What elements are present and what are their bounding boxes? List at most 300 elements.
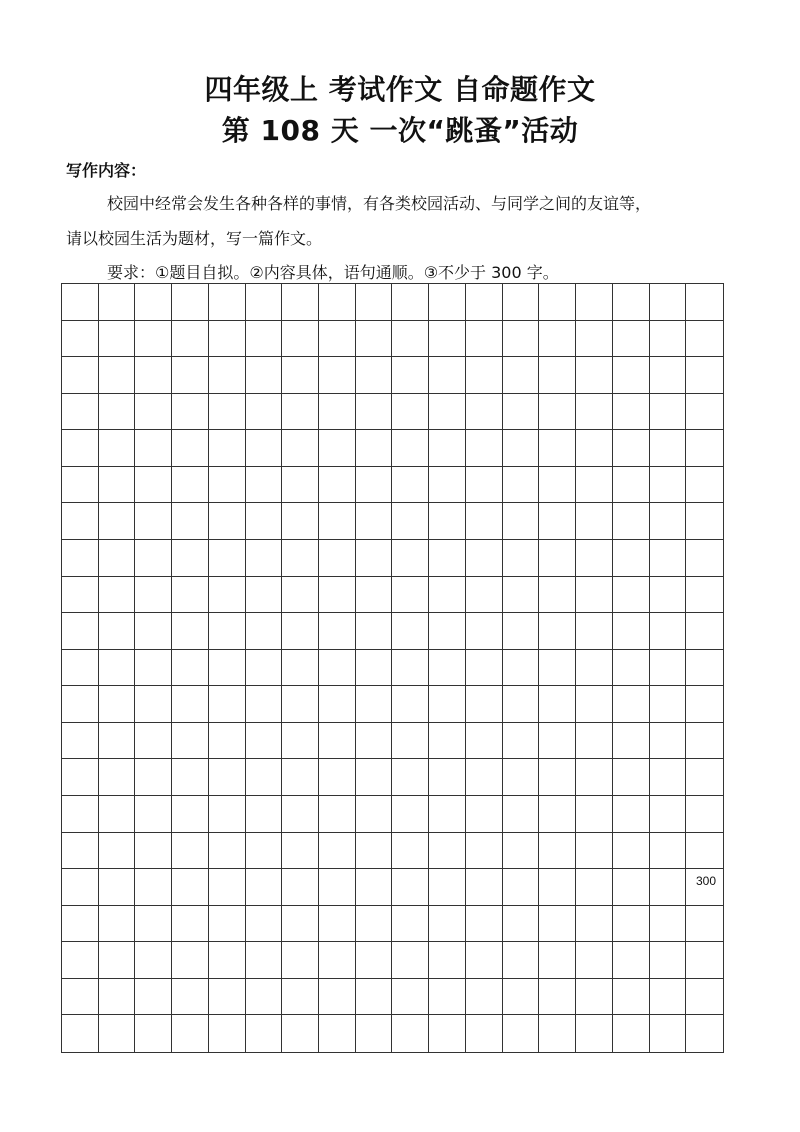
grid-cell[interactable] xyxy=(356,577,393,614)
grid-cell[interactable] xyxy=(356,467,393,504)
grid-cell[interactable] xyxy=(172,833,209,870)
grid-cell[interactable] xyxy=(466,686,503,723)
grid-cell[interactable] xyxy=(135,503,172,540)
grid-cell[interactable] xyxy=(539,321,576,358)
grid-cell[interactable] xyxy=(466,467,503,504)
grid-cell[interactable] xyxy=(392,723,429,760)
grid-cell[interactable] xyxy=(319,686,356,723)
grid-cell[interactable] xyxy=(686,467,723,504)
grid-cell[interactable] xyxy=(356,942,393,979)
grid-cell[interactable] xyxy=(392,503,429,540)
grid-cell[interactable] xyxy=(246,357,283,394)
grid-cell[interactable] xyxy=(172,540,209,577)
grid-cell[interactable] xyxy=(613,394,650,431)
grid-cell[interactable] xyxy=(429,577,466,614)
grid-cell[interactable] xyxy=(62,577,99,614)
grid-cell[interactable] xyxy=(282,503,319,540)
grid-cell[interactable] xyxy=(246,503,283,540)
grid-cell[interactable] xyxy=(319,869,356,906)
grid-cell[interactable] xyxy=(209,759,246,796)
grid-cell[interactable] xyxy=(613,833,650,870)
grid-cell[interactable] xyxy=(282,942,319,979)
grid-cell[interactable] xyxy=(209,1015,246,1052)
grid-cell[interactable] xyxy=(135,613,172,650)
grid-cell[interactable] xyxy=(62,942,99,979)
grid-cell[interactable] xyxy=(99,321,136,358)
grid-cell[interactable] xyxy=(319,613,356,650)
grid-cell[interactable] xyxy=(99,357,136,394)
grid-cell[interactable] xyxy=(613,540,650,577)
grid-cell[interactable] xyxy=(172,796,209,833)
grid-cell[interactable] xyxy=(282,906,319,943)
grid-cell[interactable] xyxy=(466,942,503,979)
grid-cell[interactable] xyxy=(282,650,319,687)
grid-cell[interactable] xyxy=(62,833,99,870)
grid-cell[interactable] xyxy=(246,467,283,504)
grid-cell[interactable] xyxy=(539,686,576,723)
grid-cell[interactable] xyxy=(539,503,576,540)
grid-cell[interactable] xyxy=(392,759,429,796)
grid-cell[interactable] xyxy=(392,577,429,614)
grid-cell[interactable] xyxy=(650,394,687,431)
grid-cell[interactable] xyxy=(650,321,687,358)
grid-cell[interactable] xyxy=(356,979,393,1016)
grid-cell[interactable] xyxy=(503,796,540,833)
grid-cell[interactable] xyxy=(650,650,687,687)
grid-cell[interactable] xyxy=(99,503,136,540)
grid-cell[interactable] xyxy=(686,686,723,723)
grid-cell[interactable] xyxy=(282,686,319,723)
grid-cell[interactable] xyxy=(356,686,393,723)
grid-cell[interactable] xyxy=(172,321,209,358)
grid-cell[interactable] xyxy=(650,430,687,467)
grid-cell[interactable] xyxy=(356,357,393,394)
grid-cell[interactable] xyxy=(282,723,319,760)
grid-cell[interactable] xyxy=(356,1015,393,1052)
grid-cell[interactable] xyxy=(686,906,723,943)
grid-cell[interactable] xyxy=(466,357,503,394)
grid-cell[interactable] xyxy=(356,796,393,833)
grid-cell[interactable] xyxy=(209,796,246,833)
grid-cell[interactable] xyxy=(466,833,503,870)
grid-cell[interactable] xyxy=(686,942,723,979)
grid-cell[interactable] xyxy=(613,979,650,1016)
grid-cell[interactable] xyxy=(99,906,136,943)
grid-cell[interactable] xyxy=(576,759,613,796)
grid-cell[interactable] xyxy=(539,869,576,906)
grid-cell[interactable] xyxy=(576,430,613,467)
grid-cell[interactable] xyxy=(539,357,576,394)
grid-cell[interactable] xyxy=(319,430,356,467)
grid-cell[interactable] xyxy=(172,284,209,321)
grid-cell[interactable] xyxy=(356,540,393,577)
grid-cell[interactable] xyxy=(650,540,687,577)
grid-cell[interactable] xyxy=(282,979,319,1016)
grid-cell[interactable] xyxy=(503,430,540,467)
grid-cell[interactable] xyxy=(209,650,246,687)
grid-cell[interactable] xyxy=(613,430,650,467)
grid-cell[interactable] xyxy=(172,650,209,687)
grid-cell[interactable] xyxy=(246,833,283,870)
grid-cell[interactable] xyxy=(686,430,723,467)
grid-cell[interactable] xyxy=(246,979,283,1016)
grid-cell[interactable] xyxy=(319,796,356,833)
grid-cell[interactable] xyxy=(99,577,136,614)
grid-cell[interactable] xyxy=(686,577,723,614)
grid-cell[interactable] xyxy=(356,759,393,796)
grid-cell[interactable] xyxy=(246,906,283,943)
grid-cell[interactable] xyxy=(135,869,172,906)
grid-cell[interactable] xyxy=(650,759,687,796)
grid-cell[interactable] xyxy=(282,869,319,906)
grid-cell[interactable] xyxy=(319,759,356,796)
grid-cell[interactable] xyxy=(429,284,466,321)
grid-cell[interactable] xyxy=(613,759,650,796)
grid-cell[interactable] xyxy=(466,869,503,906)
grid-cell[interactable] xyxy=(172,723,209,760)
grid-cell[interactable] xyxy=(429,796,466,833)
grid-cell[interactable] xyxy=(356,723,393,760)
grid-cell[interactable] xyxy=(686,394,723,431)
grid-cell[interactable] xyxy=(503,613,540,650)
grid-cell[interactable] xyxy=(429,942,466,979)
grid-cell[interactable] xyxy=(135,357,172,394)
grid-cell[interactable] xyxy=(503,540,540,577)
grid-cell[interactable] xyxy=(686,796,723,833)
grid-cell[interactable] xyxy=(613,321,650,358)
grid-cell[interactable] xyxy=(99,796,136,833)
grid-cell[interactable] xyxy=(503,467,540,504)
grid-cell[interactable] xyxy=(466,723,503,760)
grid-cell[interactable] xyxy=(466,979,503,1016)
grid-cell[interactable] xyxy=(392,357,429,394)
grid-cell[interactable] xyxy=(282,284,319,321)
grid-cell[interactable] xyxy=(539,613,576,650)
grid-cell[interactable] xyxy=(99,686,136,723)
grid-cell[interactable] xyxy=(135,833,172,870)
grid-cell[interactable] xyxy=(392,833,429,870)
grid-cell[interactable] xyxy=(62,540,99,577)
grid-cell[interactable] xyxy=(429,979,466,1016)
grid-cell[interactable] xyxy=(539,942,576,979)
grid-cell[interactable] xyxy=(539,759,576,796)
grid-cell[interactable] xyxy=(392,796,429,833)
grid-cell[interactable] xyxy=(650,613,687,650)
grid-cell[interactable] xyxy=(503,979,540,1016)
grid-cell[interactable] xyxy=(650,796,687,833)
grid-cell[interactable] xyxy=(539,467,576,504)
grid-cell[interactable] xyxy=(576,613,613,650)
grid-cell[interactable] xyxy=(466,394,503,431)
grid-cell[interactable] xyxy=(429,650,466,687)
grid-cell[interactable] xyxy=(466,284,503,321)
grid-cell[interactable] xyxy=(650,869,687,906)
grid-cell[interactable] xyxy=(392,942,429,979)
grid-cell[interactable] xyxy=(392,467,429,504)
grid-cell[interactable] xyxy=(319,321,356,358)
grid-cell[interactable] xyxy=(99,613,136,650)
grid-cell[interactable] xyxy=(650,979,687,1016)
grid-cell[interactable] xyxy=(62,467,99,504)
grid-cell[interactable] xyxy=(466,540,503,577)
grid-cell[interactable] xyxy=(613,613,650,650)
grid-cell[interactable] xyxy=(576,833,613,870)
grid-cell[interactable] xyxy=(209,906,246,943)
grid-cell[interactable] xyxy=(62,796,99,833)
grid-cell[interactable] xyxy=(282,394,319,431)
grid-cell[interactable] xyxy=(62,394,99,431)
grid-cell[interactable] xyxy=(209,357,246,394)
grid-cell[interactable] xyxy=(62,686,99,723)
grid-cell[interactable] xyxy=(503,759,540,796)
grid-cell[interactable] xyxy=(650,686,687,723)
grid-cell[interactable] xyxy=(503,1015,540,1052)
grid-cell[interactable] xyxy=(209,942,246,979)
grid-cell[interactable] xyxy=(466,503,503,540)
grid-cell[interactable] xyxy=(503,284,540,321)
grid-cell[interactable] xyxy=(466,650,503,687)
grid-cell[interactable] xyxy=(576,503,613,540)
grid-cell[interactable] xyxy=(466,759,503,796)
grid-cell[interactable] xyxy=(135,686,172,723)
grid-cell[interactable] xyxy=(576,467,613,504)
grid-cell[interactable] xyxy=(429,686,466,723)
grid-cell[interactable] xyxy=(613,723,650,760)
grid-cell[interactable] xyxy=(466,796,503,833)
grid-cell[interactable] xyxy=(172,394,209,431)
grid-cell[interactable] xyxy=(319,394,356,431)
grid-cell[interactable] xyxy=(503,321,540,358)
grid-cell[interactable] xyxy=(429,540,466,577)
grid-cell[interactable] xyxy=(135,284,172,321)
grid-cell[interactable] xyxy=(613,577,650,614)
grid-cell[interactable] xyxy=(99,394,136,431)
grid-cell[interactable] xyxy=(209,686,246,723)
grid-cell[interactable] xyxy=(246,430,283,467)
grid-cell[interactable] xyxy=(613,467,650,504)
grid-cell[interactable] xyxy=(392,686,429,723)
grid-cell[interactable] xyxy=(650,942,687,979)
grid-cell[interactable] xyxy=(246,1015,283,1052)
grid-cell[interactable] xyxy=(135,759,172,796)
grid-cell[interactable] xyxy=(392,394,429,431)
grid-cell[interactable] xyxy=(209,467,246,504)
grid-cell[interactable] xyxy=(429,357,466,394)
grid-cell[interactable] xyxy=(209,979,246,1016)
grid-cell[interactable] xyxy=(356,906,393,943)
grid-cell[interactable] xyxy=(209,284,246,321)
grid-cell[interactable] xyxy=(613,357,650,394)
grid-cell[interactable] xyxy=(135,942,172,979)
grid-cell[interactable] xyxy=(319,467,356,504)
grid-cell[interactable] xyxy=(503,577,540,614)
grid-cell[interactable] xyxy=(429,723,466,760)
grid-cell[interactable] xyxy=(392,650,429,687)
grid-cell[interactable] xyxy=(466,577,503,614)
grid-cell[interactable] xyxy=(466,906,503,943)
grid-cell[interactable] xyxy=(613,1015,650,1052)
grid-cell[interactable] xyxy=(650,723,687,760)
grid-cell[interactable] xyxy=(576,1015,613,1052)
grid-cell[interactable] xyxy=(576,686,613,723)
grid-cell[interactable] xyxy=(686,613,723,650)
grid-cell[interactable] xyxy=(172,686,209,723)
grid-cell[interactable] xyxy=(135,430,172,467)
grid-cell[interactable] xyxy=(282,759,319,796)
grid-cell[interactable] xyxy=(539,833,576,870)
grid-cell[interactable] xyxy=(282,1015,319,1052)
grid-cell[interactable] xyxy=(429,759,466,796)
grid-cell[interactable] xyxy=(686,503,723,540)
grid-cell[interactable] xyxy=(392,540,429,577)
grid-cell[interactable] xyxy=(135,796,172,833)
grid-cell[interactable] xyxy=(392,979,429,1016)
grid-cell[interactable] xyxy=(282,796,319,833)
grid-cell[interactable] xyxy=(62,979,99,1016)
grid-cell[interactable] xyxy=(613,869,650,906)
grid-cell[interactable] xyxy=(356,394,393,431)
grid-cell[interactable] xyxy=(99,284,136,321)
grid-cell[interactable] xyxy=(429,613,466,650)
grid-cell[interactable] xyxy=(172,430,209,467)
grid-cell[interactable] xyxy=(503,942,540,979)
grid-cell[interactable] xyxy=(246,686,283,723)
grid-cell[interactable] xyxy=(650,833,687,870)
grid-cell[interactable] xyxy=(99,1015,136,1052)
grid-cell[interactable] xyxy=(62,906,99,943)
grid-cell[interactable] xyxy=(246,942,283,979)
grid-cell[interactable] xyxy=(209,321,246,358)
grid-cell[interactable] xyxy=(319,833,356,870)
grid-cell[interactable] xyxy=(246,394,283,431)
grid-cell[interactable] xyxy=(686,321,723,358)
grid-cell[interactable] xyxy=(686,759,723,796)
grid-cell[interactable] xyxy=(319,540,356,577)
grid-cell[interactable] xyxy=(539,796,576,833)
grid-cell[interactable] xyxy=(282,321,319,358)
grid-cell[interactable] xyxy=(209,723,246,760)
grid-cell[interactable] xyxy=(429,1015,466,1052)
grid-cell[interactable] xyxy=(576,723,613,760)
grid-cell[interactable] xyxy=(172,1015,209,1052)
grid-cell[interactable] xyxy=(539,723,576,760)
grid-cell[interactable] xyxy=(99,723,136,760)
grid-cell[interactable] xyxy=(209,869,246,906)
grid-cell[interactable] xyxy=(246,540,283,577)
grid-cell[interactable] xyxy=(172,503,209,540)
grid-cell[interactable] xyxy=(392,869,429,906)
grid-cell[interactable] xyxy=(503,833,540,870)
grid-cell[interactable] xyxy=(209,577,246,614)
grid-cell[interactable] xyxy=(650,906,687,943)
grid-cell[interactable] xyxy=(282,357,319,394)
grid-cell[interactable] xyxy=(356,869,393,906)
grid-cell[interactable] xyxy=(319,357,356,394)
grid-cell[interactable] xyxy=(392,430,429,467)
grid-cell[interactable] xyxy=(429,833,466,870)
grid-cell[interactable] xyxy=(135,906,172,943)
grid-cell[interactable] xyxy=(62,723,99,760)
grid-cell[interactable] xyxy=(99,869,136,906)
grid-cell[interactable] xyxy=(246,284,283,321)
grid-cell[interactable] xyxy=(650,1015,687,1052)
grid-cell[interactable] xyxy=(135,577,172,614)
grid-cell[interactable] xyxy=(539,979,576,1016)
grid-cell[interactable] xyxy=(319,942,356,979)
grid-cell[interactable] xyxy=(503,394,540,431)
grid-cell[interactable] xyxy=(576,796,613,833)
grid-cell[interactable] xyxy=(356,321,393,358)
grid-cell[interactable] xyxy=(99,833,136,870)
grid-cell[interactable] xyxy=(62,357,99,394)
grid-cell[interactable] xyxy=(356,650,393,687)
grid-cell[interactable] xyxy=(429,394,466,431)
grid-cell[interactable] xyxy=(392,1015,429,1052)
grid-cell[interactable] xyxy=(576,321,613,358)
grid-cell[interactable] xyxy=(686,650,723,687)
grid-cell[interactable] xyxy=(135,467,172,504)
grid-cell[interactable] xyxy=(209,394,246,431)
grid-cell[interactable] xyxy=(539,394,576,431)
grid-cell[interactable] xyxy=(282,540,319,577)
grid-cell[interactable] xyxy=(282,467,319,504)
grid-cell[interactable] xyxy=(429,321,466,358)
grid-cell[interactable] xyxy=(62,613,99,650)
grid-cell[interactable] xyxy=(356,613,393,650)
grid-cell[interactable] xyxy=(282,833,319,870)
grid-cell[interactable] xyxy=(466,430,503,467)
grid-cell[interactable] xyxy=(429,467,466,504)
grid-cell[interactable] xyxy=(686,723,723,760)
grid-cell[interactable] xyxy=(246,613,283,650)
grid-cell[interactable] xyxy=(539,284,576,321)
grid-cell[interactable] xyxy=(650,577,687,614)
grid-cell[interactable] xyxy=(613,942,650,979)
grid-cell[interactable] xyxy=(319,650,356,687)
grid-cell[interactable] xyxy=(686,979,723,1016)
grid-cell[interactable] xyxy=(576,650,613,687)
grid-cell[interactable] xyxy=(172,869,209,906)
grid-cell[interactable] xyxy=(62,869,99,906)
grid-cell[interactable] xyxy=(576,577,613,614)
grid-cell[interactable] xyxy=(613,503,650,540)
grid-cell[interactable] xyxy=(62,650,99,687)
grid-cell[interactable] xyxy=(429,906,466,943)
grid-cell[interactable] xyxy=(172,357,209,394)
grid-cell[interactable] xyxy=(319,906,356,943)
grid-cell[interactable] xyxy=(539,540,576,577)
grid-cell[interactable] xyxy=(392,613,429,650)
grid-cell[interactable] xyxy=(392,906,429,943)
grid-cell[interactable] xyxy=(576,357,613,394)
grid-cell[interactable] xyxy=(135,723,172,760)
grid-cell[interactable] xyxy=(282,577,319,614)
grid-cell[interactable] xyxy=(246,577,283,614)
grid-cell[interactable] xyxy=(62,284,99,321)
grid-cell[interactable] xyxy=(429,869,466,906)
grid-cell[interactable] xyxy=(392,284,429,321)
grid-cell[interactable] xyxy=(429,430,466,467)
grid-cell[interactable] xyxy=(686,357,723,394)
grid-cell[interactable] xyxy=(135,540,172,577)
grid-cell[interactable] xyxy=(576,284,613,321)
grid-cell[interactable] xyxy=(503,906,540,943)
grid-cell[interactable] xyxy=(686,833,723,870)
grid-cell[interactable] xyxy=(246,650,283,687)
grid-cell[interactable] xyxy=(356,430,393,467)
grid-cell[interactable] xyxy=(172,759,209,796)
grid-cell[interactable] xyxy=(576,906,613,943)
